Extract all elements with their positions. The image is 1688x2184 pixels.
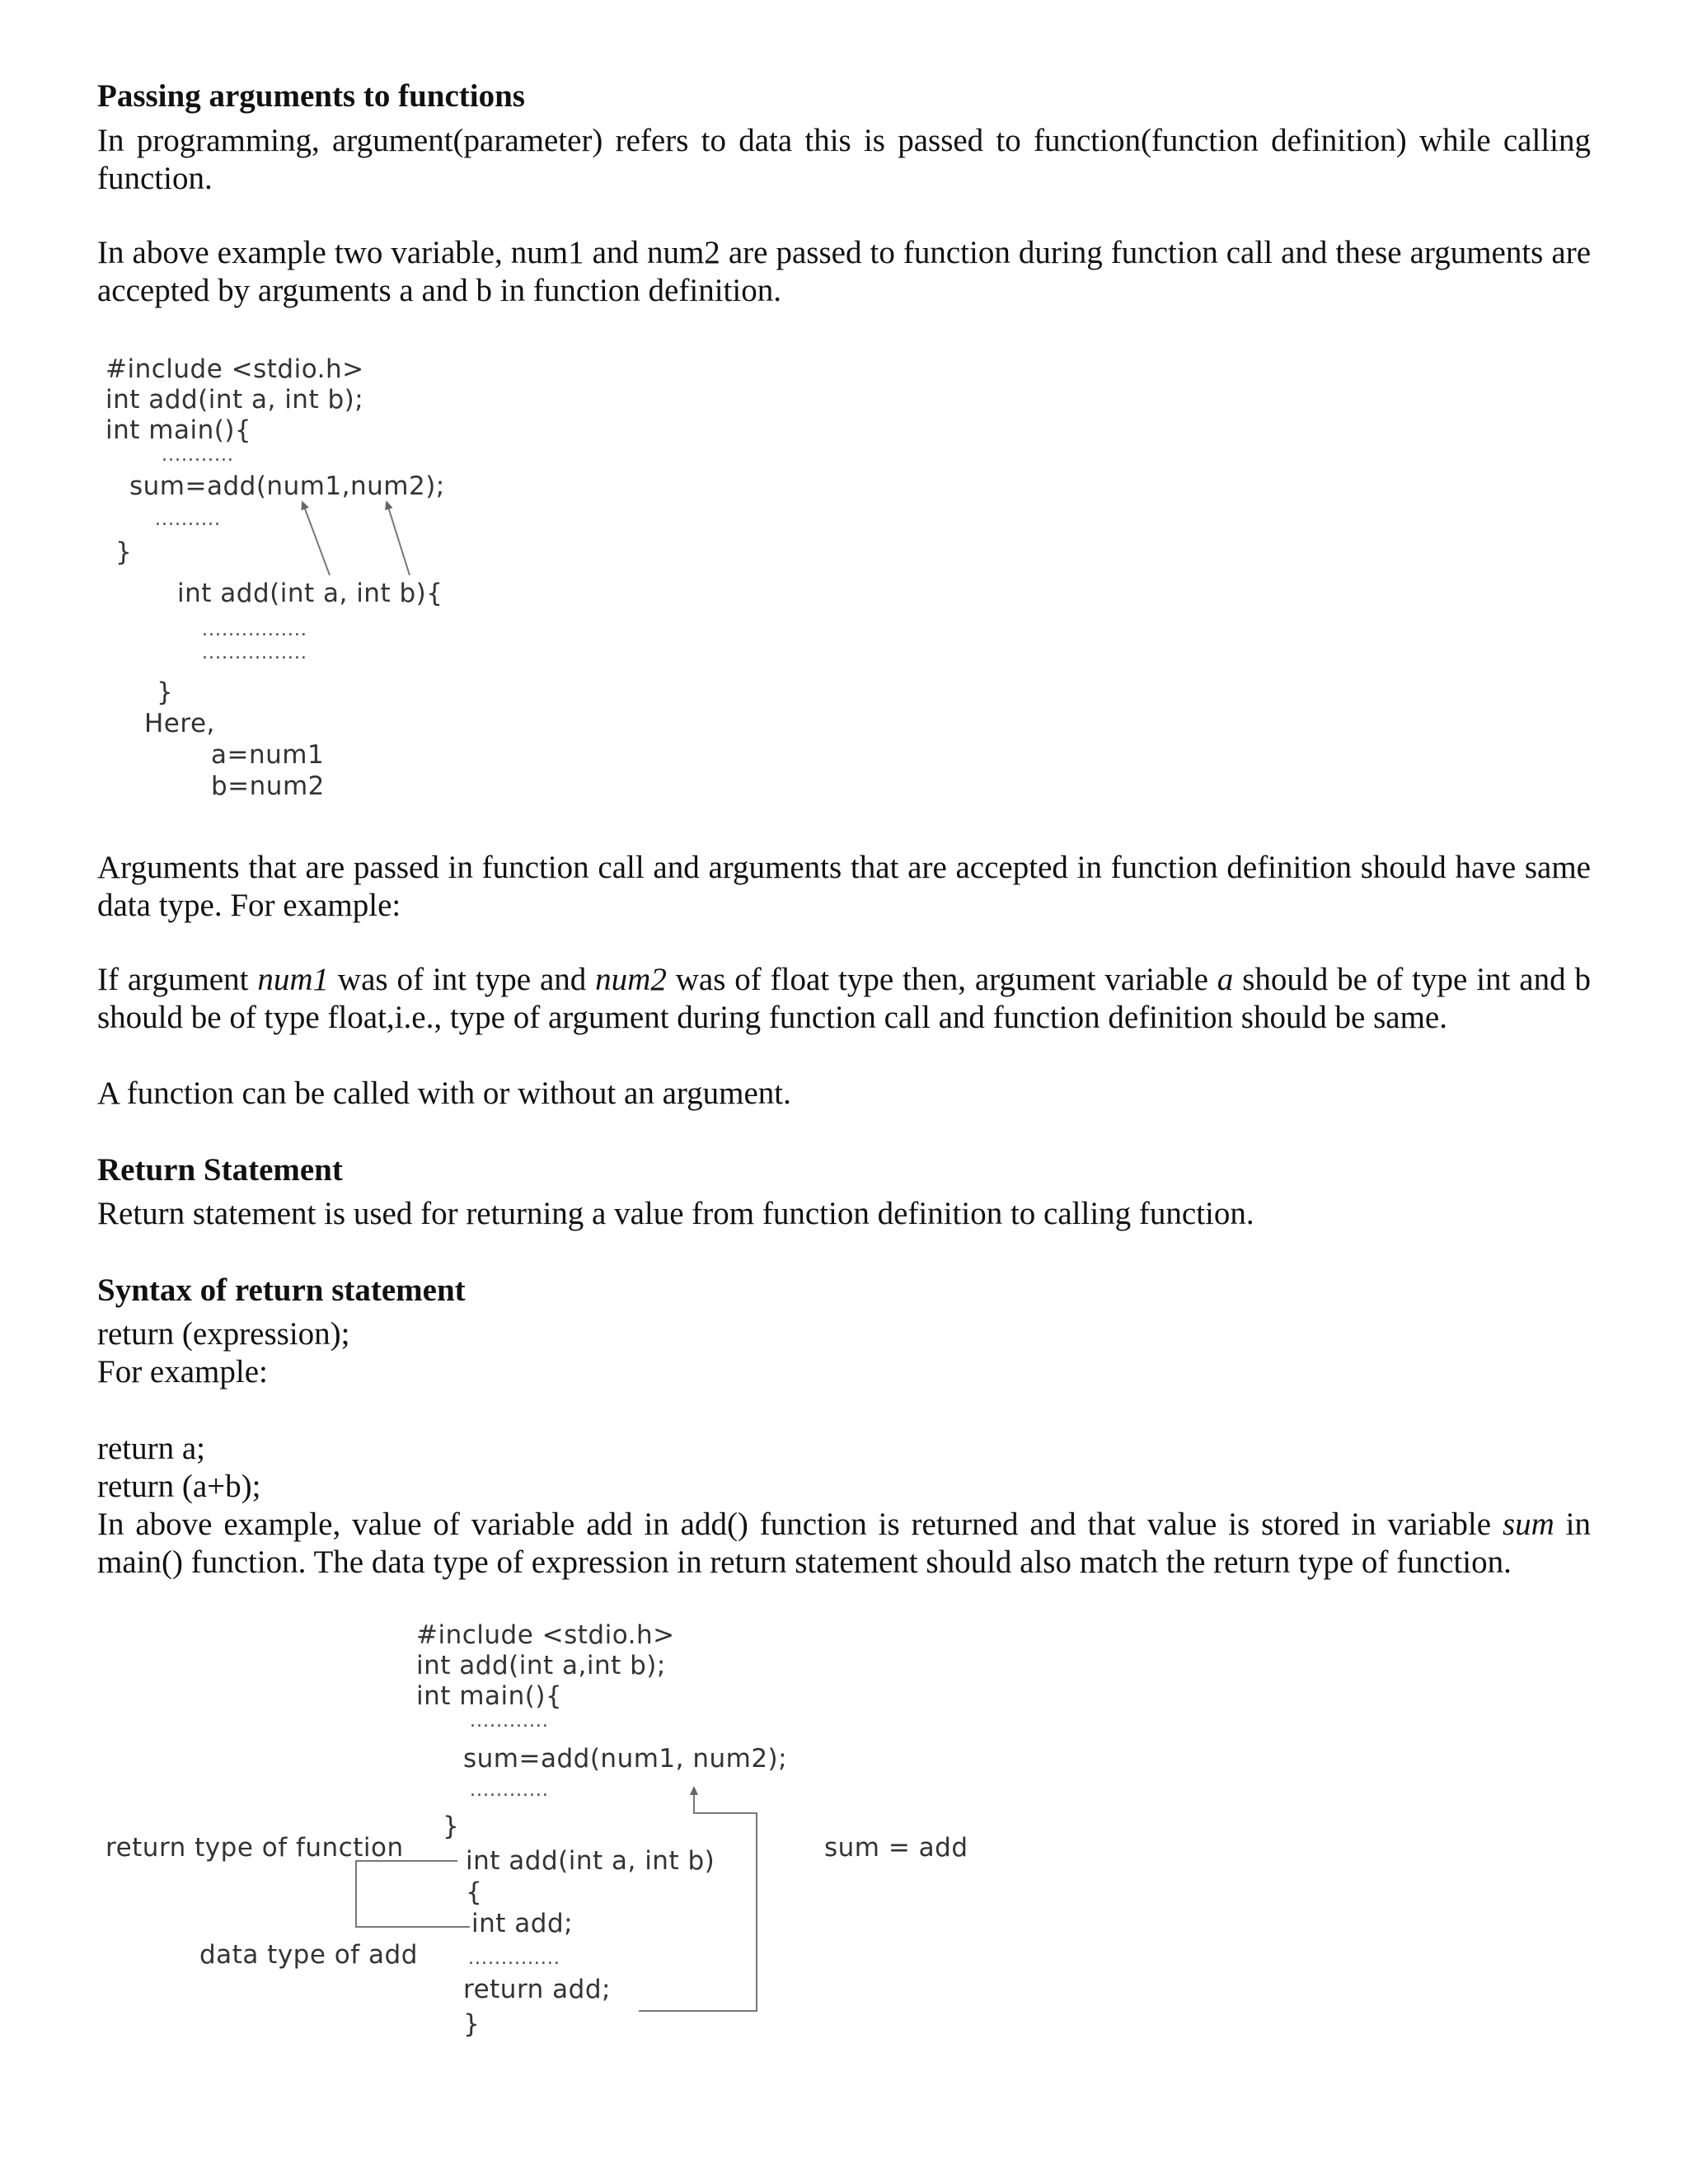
- code-line: int main(){: [416, 1681, 563, 1711]
- code-line-function-call: sum=add(num1,num2);: [129, 471, 445, 501]
- code-line: #include <stdio.h>: [416, 1620, 675, 1650]
- code-line: }: [443, 1811, 460, 1841]
- code-ellipsis: ...........: [162, 445, 234, 466]
- code-line: b=num2: [211, 771, 325, 801]
- text-run: If argument: [97, 962, 258, 997]
- code-line: int add(int a,int b);: [416, 1651, 666, 1680]
- code-ellipsis: ..........: [155, 509, 221, 530]
- code-line-function-call: sum=add(num1, num2);: [463, 1744, 788, 1774]
- subheading-return-syntax: Syntax of return statement: [97, 1272, 466, 1308]
- code-line: }: [463, 2009, 481, 2039]
- text-run: should be of type int and b should be of type float,i.e., type of argument during function call and function definition should be same.: [97, 962, 1591, 1035]
- code-line-function-definition: int add(int a, int b): [466, 1846, 715, 1876]
- text-run: In above example, value of variable add in add() function is returned and that value is stored in variable: [97, 1507, 1503, 1542]
- label-data-type-of-add: data type of add: [199, 1940, 418, 1970]
- text-run: was of float type then, argument variable: [666, 962, 1217, 997]
- paragraph-type-example: [97, 961, 1591, 1037]
- code-line: Here,: [144, 709, 215, 738]
- example-line: return a;: [97, 1431, 206, 1466]
- code-line: }: [157, 677, 174, 707]
- paragraph-return-definition: Return statement is used for returning a value from function definition to calling function.: [97, 1196, 1254, 1231]
- paragraph-argument-example: In above example two variable, num1 and num2 are passed to function during function call and these arguments are accepted by arguments a and b in function definition.: [97, 235, 1591, 308]
- code-line-return: return add;: [463, 1975, 611, 2004]
- code-ellipsis: ............: [470, 1711, 549, 1732]
- italic-term: sum: [1502, 1507, 1554, 1542]
- arrow-a-to-num1: [303, 504, 330, 575]
- paragraph-argument-definition: In programming, argument(parameter) refers to data this is passed to function(function definition) while calling function.: [97, 123, 1591, 196]
- paragraph-same-data-type: Arguments that are passed in function call and arguments that are accepted in function definition should have same data type. For example:: [97, 850, 1591, 923]
- paragraph-call-with-or-without: A function can be called with or without an argument.: [97, 1076, 791, 1111]
- italic-term: a: [1217, 962, 1234, 997]
- italic-term: num1: [257, 962, 330, 997]
- return-connector: [639, 1795, 757, 2011]
- code-line: }: [115, 537, 133, 567]
- syntax-line: return (expression);: [97, 1316, 350, 1352]
- label-sum-equals-add: sum = add: [824, 1833, 968, 1863]
- text-run: was of int type and: [329, 962, 596, 997]
- code-ellipsis: ............: [470, 1780, 549, 1801]
- code-line-function-definition: int add(int a, int b){: [177, 579, 443, 608]
- code-ellipsis: ................: [202, 620, 307, 640]
- code-line: int add;: [471, 1909, 574, 1938]
- italic-term: num2: [595, 962, 667, 997]
- code-ellipsis: ................: [202, 643, 307, 663]
- code-line: a=num1: [211, 740, 325, 770]
- example-line: return (a+b);: [97, 1469, 261, 1504]
- text-run: in main() function. The data type of expression in return statement should also match the return type of function.: [97, 1507, 1591, 1580]
- section-heading-passing-arguments: Passing arguments to functions: [97, 78, 525, 114]
- paragraph-return-example: [97, 1506, 1591, 1582]
- type-bracket: [356, 1861, 457, 1927]
- code-line: {: [466, 1877, 483, 1907]
- code-line: int main(){: [106, 415, 252, 445]
- label-return-type-of-function: return type of function: [106, 1833, 404, 1863]
- code-line: int add(int a, int b);: [106, 385, 364, 415]
- code-ellipsis: ..............: [468, 1948, 560, 1969]
- code-line: #include <stdio.h>: [106, 354, 364, 384]
- arrow-b-to-num2: [387, 504, 410, 575]
- for-example-label: For example:: [97, 1354, 268, 1390]
- section-heading-return-statement: Return Statement: [97, 1152, 343, 1188]
